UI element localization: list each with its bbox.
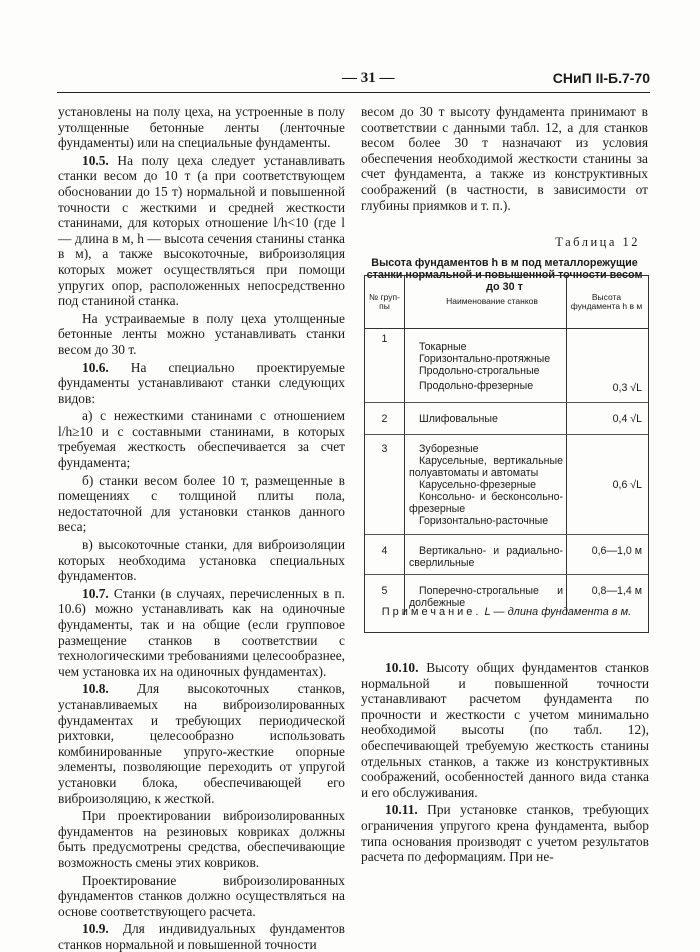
- paragraph-10-6: 10.6. На специально проектируемые фундаменты устанавливают станки следующих видов:: [58, 359, 345, 406]
- table-row: [365, 535, 648, 575]
- paragraph-10-5: 10.5. На полу цеха следует устанавливать станки весом до 10 т (а при соответствующем обосновании до 15 т) нормальной и повышенной точности с жесткими и средней жесткости станинами, для которых отношение l/h<10 (где l — длина в м, h — высота сечения станины станка в м), а также высокоточные, виброизоляция которых может осуществляться при помощи упругих опор, расположенных непосредственно под станиной станка.: [58, 152, 345, 309]
- foundation-height: 0,6 √L: [567, 435, 649, 535]
- column-header-group: № груп-пы: [365, 276, 405, 329]
- table-row: [365, 329, 648, 403]
- table-12: [364, 275, 649, 633]
- table-caption: Таблица 12: [555, 235, 640, 250]
- page-header: [57, 70, 650, 93]
- note-text: L — длина фундамента в м.: [481, 606, 632, 618]
- table-row: [365, 403, 648, 435]
- document-code: СНиП II-Б.7-70: [552, 70, 650, 86]
- foundation-height: 0,4 √L: [567, 403, 649, 435]
- group-number: 3: [365, 435, 405, 535]
- right-column-top: [361, 104, 648, 293]
- left-column: [58, 104, 345, 952]
- machine-names: Вертикально- и радиально-сверлильные: [405, 535, 567, 575]
- paragraph: установлены на полу цеха, на устроенные в полу утолщенные бетонные ленты (ленточные фундаменты) или на специальные фундаменты.: [58, 104, 345, 151]
- section-number: 10.8.: [82, 681, 109, 697]
- paragraph: Проектирование виброизолированных фундаментов станков должно осуществляться на основе соответствующего расчета.: [58, 872, 345, 919]
- table-row: [365, 435, 648, 535]
- foundation-height: 0,3 √L: [567, 329, 649, 403]
- paragraph-10-7: 10.7. Станки (в случаях, перечисленных в п. 10.6) можно устанавливать как на одиночные фундаменты, так и на общие (если групповое размещение станков в соответствии с технологическими требованиями целесообразнее, чем установка их на одиночных фундаментах).: [58, 585, 345, 679]
- group-number: 5: [365, 575, 405, 615]
- list-item-b: б) станки весом более 10 т, размещенные в помещениях с толщиной плиты пола, недостаточной для установки станков данного веса;: [58, 472, 345, 535]
- group-number: 2: [365, 403, 405, 435]
- machine-names: Зуборезные Карусельные, вертикальные полуавтоматы и автоматы Карусельно-фрезерные Консольно- и бесконсольно-фрезерные Горизонтально-расточные: [405, 435, 567, 535]
- section-number: 10.10.: [385, 660, 419, 675]
- foundation-height: 0,8—1,4 м: [567, 575, 649, 615]
- paragraph: При проектировании виброизолированных фундаментов на резиновых ковриках должны быть предусмотрены средства, обеспечивающие возможность смены этих ковриков.: [58, 808, 345, 870]
- table-note: [365, 606, 648, 618]
- paragraph: На устраиваемые в полу цеха утолщенные бетонные ленты можно устанавливать станки весом до 30 т.: [58, 310, 345, 357]
- section-number: 10.5.: [82, 152, 109, 168]
- section-number: 10.7.: [82, 585, 109, 601]
- right-column-bottom: [361, 658, 649, 865]
- group-number: 4: [365, 535, 405, 575]
- machine-names: Токарные Горизонтально-протяжные Продольно-строгальные Продольно-фрезерные: [405, 329, 567, 403]
- paragraph-10-11: 10.11. При установке станков, требующих ограничения упругого крена фундамента, выбор типа основания производят с учетом результатов расчета по деформациям. При не-: [361, 802, 649, 865]
- page-number: — 31 —: [342, 70, 395, 86]
- table-title: Высота фундаментов h в м под металлорежущие станки нормальной и повышенной точности весом до 30 т: [366, 256, 643, 293]
- note-label: Примечание.: [381, 606, 482, 618]
- paragraph-10-8: 10.8. Для высокоточных станков, устанавливаемых на виброизолированных фундаментах и требующих периодической рихтовки, целесообразно использовать комбинированные упруго-жесткие опорные элементы, позволяющие переходить от упругой установки блока, обеспечивающей его виброизоляцию, к жесткой.: [58, 681, 345, 806]
- column-header-name: Наименование станков: [405, 276, 567, 329]
- machine-names: Поперечно-строгальные и долбежные: [409, 585, 563, 609]
- paragraph: весом до 30 т высоту фундамента принимают в соответствии с данными табл. 12, а для станков весом более 30 т назначают из условия обеспечения необходимой жесткости станины за счет фундамента, а также из конструктивных соображений (в частности, в зависимости от глубины приямков и т. п.).: [361, 104, 648, 213]
- foundation-height: 0,6—1,0 м: [567, 535, 649, 575]
- section-number: 10.9.: [82, 921, 109, 937]
- paragraph-10-10: 10.10. Высоту общих фундаментов станков нормальной и повышенной точности устанавливают расчетом фундамента по прочности и жесткости с учетом минимально необходимой высоты (по табл. 12), обеспечивающей требуемую жесткость станины отдельных станков, а также из конструктивных соображений, особенностей данного вида станка и его обслуживания.: [361, 660, 649, 800]
- list-item-a: а) с нежесткими станинами с отношением l/h≥10 и с составными станинами, в которых требуемая жесткость обеспечивается за счет фундамента;: [58, 408, 345, 471]
- column-header-height: Высота фундамента h в м: [567, 276, 649, 329]
- section-number: 10.6.: [82, 359, 109, 375]
- paragraph-10-9: 10.9. Для индивидуальных фундаментов станков нормальной и повышенной точности: [58, 921, 345, 952]
- group-number: 1: [365, 329, 405, 403]
- machine-names: Шлифовальные: [405, 403, 567, 435]
- table-header-row: [365, 276, 648, 329]
- section-number: 10.11.: [385, 802, 418, 818]
- list-item-v: в) высокоточные станки, для виброизоляции которых необходима установка специальных фундаментов.: [58, 537, 345, 584]
